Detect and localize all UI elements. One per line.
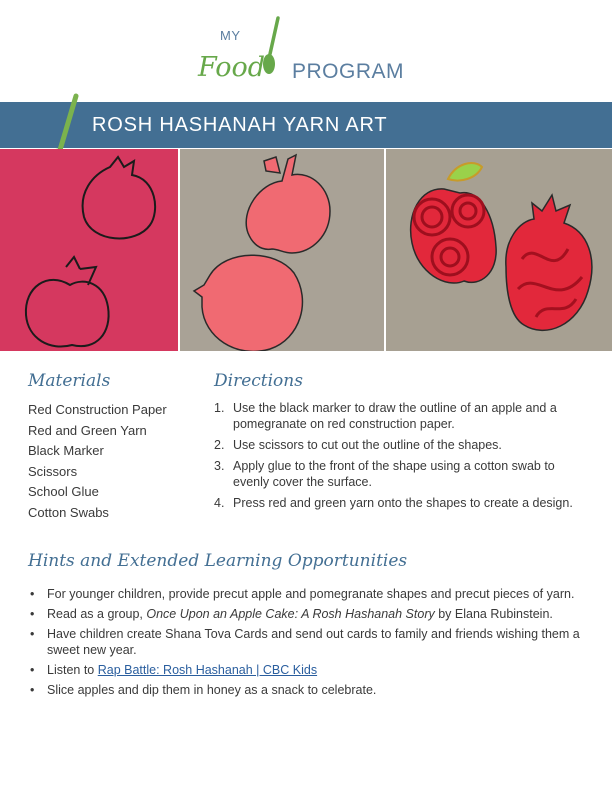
list-item — [30, 662, 590, 678]
step-text: Apply glue to the front of the shape using a cotton swab to evenly cover the surface. — [233, 459, 555, 489]
direction-step — [214, 495, 594, 511]
list-item — [30, 606, 590, 622]
step-number: 2. — [214, 438, 225, 452]
hint-text: Read as a group, — [47, 607, 147, 621]
list-item: Cotton Swabs — [28, 504, 109, 520]
logo — [198, 14, 428, 84]
page-title: ROSH HASHANAH YARN ART — [92, 114, 388, 136]
list-item: • Slice apples and dip them in honey as a snack to celebrate. — [30, 682, 590, 698]
photo-shapes-cut — [180, 149, 384, 351]
step-text: Use the black marker to draw the outline of an apple and a pomegranate on red construction paper. — [233, 401, 557, 431]
list-item: Red Construction Paper — [28, 402, 167, 417]
logo-program: PROGRAM — [292, 60, 405, 83]
list-item: Black Marker — [28, 443, 104, 458]
direction-step — [214, 458, 594, 490]
step-number: 1. — [214, 401, 225, 415]
materials-heading: Materials — [28, 371, 111, 391]
step-text: Press red and green yarn onto the shapes to create a design. — [233, 496, 573, 510]
directions-list — [214, 400, 594, 516]
step-text: Use scissors to cut out the outline of the shapes. — [233, 438, 502, 452]
photo-outlines-drawn — [0, 149, 178, 351]
step-number: 3. — [214, 459, 225, 473]
materials-list — [28, 400, 167, 523]
title-banner — [0, 102, 612, 148]
book-title: Once Upon an Apple Cake: A Rosh Hashanah Story — [146, 607, 435, 621]
list-item: Red and Green Yarn — [28, 422, 147, 438]
video-link[interactable]: Rap Battle: Rosh Hashanah | CBC Kids — [97, 663, 318, 677]
list-item: • For younger children, provide precut apple and pomegranate shapes and precut pieces of yarn. — [30, 586, 590, 602]
direction-step — [214, 400, 594, 432]
logo-my: MY — [220, 28, 241, 43]
step-number: 4. — [214, 496, 225, 510]
hints-heading: Hints and Extended Learning Opportunities — [28, 551, 408, 571]
photo-strip — [0, 149, 612, 351]
hints-list — [30, 586, 590, 702]
directions-heading: Directions — [214, 371, 303, 391]
list-item: School Glue — [28, 484, 99, 499]
list-item: Scissors — [28, 463, 78, 479]
hint-text: Listen to — [47, 663, 98, 677]
logo-food: Food — [198, 52, 266, 83]
list-item: • Have children create Shana Tova Cards and send out cards to family and friends wishing them a sweet new year. — [30, 626, 590, 658]
hint-text: by Elana Rubinstein. — [434, 607, 553, 621]
direction-step — [214, 437, 594, 453]
photo-yarn-finished — [386, 149, 612, 351]
